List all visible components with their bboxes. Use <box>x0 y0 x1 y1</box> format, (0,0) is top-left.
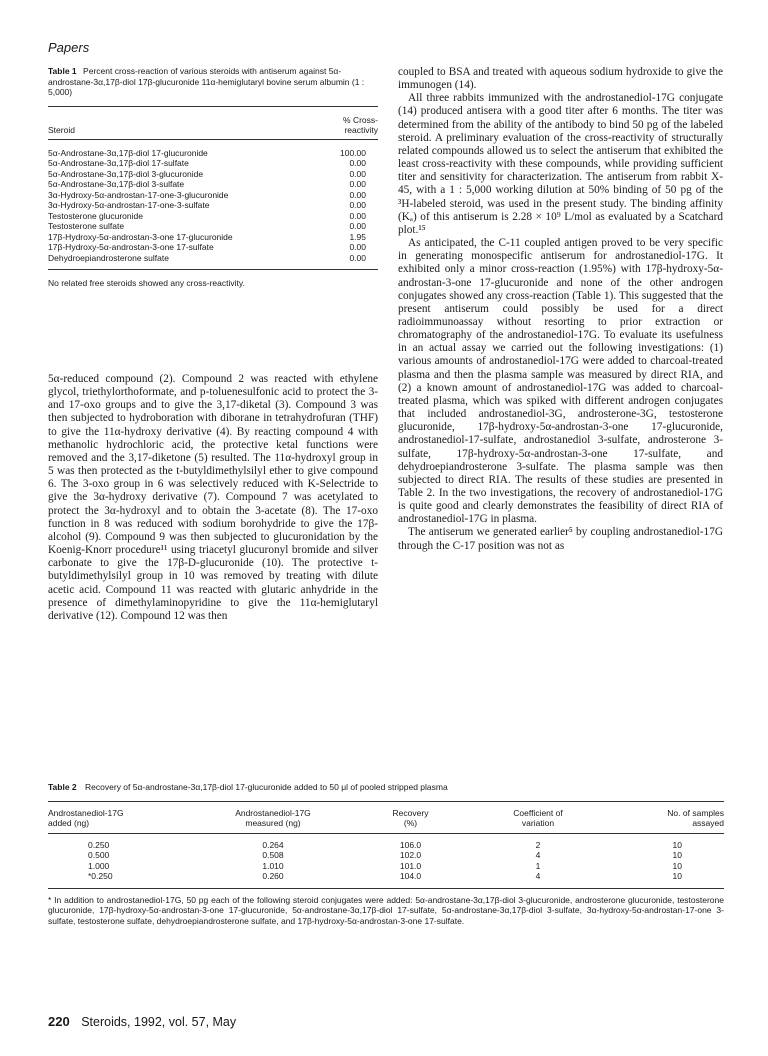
table-row <box>48 221 378 232</box>
cross-reactivity-value: 0.00 <box>349 242 366 252</box>
table-row <box>48 211 378 222</box>
table-row <box>48 190 378 201</box>
table-cell: 2 <box>535 839 541 850</box>
cross-reactivity-value: 100.00 <box>340 147 366 158</box>
paragraph: The antiserum we generated earlier⁵ by coupling androstanediol-17G through the C-17 position was not as <box>398 526 723 552</box>
table-1-body <box>48 140 378 271</box>
table-cell: 1.010 <box>262 860 284 871</box>
table-cell: 1 <box>535 860 541 871</box>
paragraph: coupled to BSA and treated with aqueous sodium hydroxide to give the immunogen (14). <box>398 66 723 92</box>
page-footer <box>48 1014 236 1029</box>
table-cell: 10 <box>672 850 682 860</box>
table-1-col-reactivity-2: reactivity <box>344 125 378 135</box>
table-2-label: Table 2 <box>48 782 77 792</box>
table-2-header-cell: added (ng) <box>48 818 90 828</box>
table-cell: 102.0 <box>399 850 422 860</box>
table-cell: 4 <box>535 850 541 860</box>
table-cell: 106.0 <box>399 839 422 850</box>
table-row <box>48 179 378 190</box>
table-2-caption-text: Recovery of 5α-androstane-3α,17β-diol 17-glucuronide added to 50 μl of pooled stripped plasma <box>85 782 448 792</box>
steroid-name: Testosterone sulfate <box>48 221 125 231</box>
table-2-header-cell: Androstanediol-17G <box>235 807 311 818</box>
table-cell: 10 <box>672 871 682 881</box>
table-1-caption-text: Percent cross-reaction of various steroids with antiserum against 5α-androstane-3α,17β-diol 17β-glucuronide 11α-hemiglutaryl bovine serum albumin (1 : 5,000) <box>48 66 365 97</box>
cross-reactivity-value: 0.00 <box>349 189 366 200</box>
table-cell: *0.250 <box>88 871 113 881</box>
steroid-name: 5α-Androstane-3α,17β-diol 3-sulfate <box>48 179 185 189</box>
journal-citation: Steroids, 1992, vol. 57, May <box>81 1015 237 1029</box>
right-column-text <box>398 66 723 553</box>
page-number: 220 <box>48 1014 70 1029</box>
table-1 <box>48 66 378 289</box>
steroid-name: 5α-Androstane-3α,17β-diol 3-glucuronide <box>48 168 204 179</box>
table-1-col-steroid: Steroid <box>48 125 75 135</box>
table-2-header-cell: measured (ng) <box>245 818 301 828</box>
cross-reactivity-value: 0.00 <box>349 168 366 179</box>
cross-reactivity-value: 0.00 <box>349 210 366 221</box>
section-label: Papers <box>48 40 90 55</box>
cross-reactivity-value: 0.00 <box>349 200 366 210</box>
paragraph: As anticipated, the C-11 coupled antigen proved to be very specific in generating monospecific antiserum for androstanediol-17G. It exhibited only a minor cross-reaction (1.95%) with 17β-hydroxy-5α-androstan-3-one 17-glucuronide and none of the other androgen conjugates showed any cross-reaction (Table 1). This suggested that the present antiserum could possibly be used for a direct radioimmunoassay without resorting to prior extraction or chromatography of the androstanediol-17G. To evaluate its usefulness in an actual assay we carried out the following investigations: (1) various amounts of androstanediol-17G were added to charcoal-treated plasma and then the plasma sample was measured by direct RIA, and (2) a known amount of androstanediol-17G was added to charcoal-treated plasma, which was spiked with different androgen conjugates that included androstanediol-3G, androsterone-3G, testosterone glucuronide, 17β-hydroxy-5α-androstan-3-one 17-glucuronide, androstanediol-17-sulfate, androstanediol 3-sulfate, androsterone 3-sulfate, 17β-hydroxy-5α-androstan-3-one 17-sulfate, and dehydroepiandrosterone 3-sulfate. The plasma sample was then subjected to direct RIA. The results of these studies are presented in Table 2. In the two investigations, the recovery of androstanediol-17G is quite good and clearly demonstrates the feasibility of direct RIA of androstanediol-17G in plasma. <box>398 237 723 526</box>
table-2-header-cell: Androstanediol-17G <box>48 807 124 818</box>
paragraph: 5α-reduced compound (2). Compound 2 was reacted with ethylene glycol, triethylorthoformate, and p-toluenesulfonic acid to protect the 3- and 17-oxo groups and to give the 3,17-diketal (3). Compound 3 was then subjected to hydroboration with diborane in tetrahydrofuran (THF) to give the 11α-hydroxy derivative (4). By reacting compound 4 with methanolic hydrochloric acid, the protective ketal functions were removed and the 3,17-diketone (5) resulted. The 11α-hydroxyl group in 5 was then protected as the t-butyldimethylsilyl ether to give compound 6. The 3-oxo group in 6 was selectively reduced with K-Selectride to give the 3α-hydroxy derivative (7). Compound 7 was acetylated to protect the 3α-hydroxyl and to obtain the 3-acetate (8). The 17-oxo function in 8 was reduced with sodium borohydride to give the 17β-alcohol (9). Compound 9 was then subjected to glucuronidation by the Koenig-Knorr procedure¹¹ using triacetyl glucuronyl bromide and silver carbonate to give the 17β-D-glucuronide (10). The protective t-butyldimethylsilyl group in 10 was removed by treating with dilute acetic acid. Compound 11 was reacted with glutaric anhydride in the presence of dimethylaminopyridine to give the 11α-hemiglutaryl derivative (12). Compound 12 was then <box>48 373 378 622</box>
paragraph: All three rabbits immunized with the androstanediol-17G conjugate (14) produced antisera with a good titer after 6 months. The titer was determined from the ability of the antibody to bind 50 pg of the labeled steroid. A preliminary evaluation of the cross-reactivity of structurally related compounds allowed us to select the antiserum that exhibited the least cross-reactivity with these compounds, while providing sufficient titer and sensitivity for characterization. The antiserum from rabbit X-45, with a 1 : 5,000 working dilution at 50% binding of 50 pg of the ³H-labeled steroid, was used in the present study. The binding affinity (Kₐ) of this antiserum is 2.28 × 10⁹ L/mol as evaluated by a Scatchard plot.¹⁵ <box>398 92 723 236</box>
table-2-header <box>48 802 724 834</box>
cross-reactivity-value: 0.00 <box>349 158 366 168</box>
table-1-note: No related free steroids showed any cross-reactivity. <box>48 278 245 288</box>
table-row <box>48 871 724 882</box>
steroid-name: 5α-Androstane-3α,17β-diol 17-sulfate <box>48 158 189 168</box>
table-1-label: Table 1 <box>48 66 77 76</box>
steroid-name: 3α-Hydroxy-5α-androstan-17-one-3-sulfate <box>48 200 210 210</box>
table-cell: 0.260 <box>262 871 284 881</box>
table-cell: 10 <box>672 860 682 871</box>
table-2-caption <box>48 782 724 793</box>
cross-reactivity-value: 0.00 <box>349 179 366 189</box>
table-cell: 10 <box>672 839 682 850</box>
table-cell: 0.500 <box>88 850 110 860</box>
steroid-name: 17β-Hydroxy-5α-androstan-3-one 17-sulfate <box>48 242 214 252</box>
steroid-name: Testosterone glucuronide <box>48 210 143 221</box>
table-row <box>48 200 378 211</box>
table-row <box>48 158 378 169</box>
cross-reactivity-value: 1.95 <box>349 231 366 242</box>
table-2-footnote: * In addition to androstanediol-17G, 50 pg each of the following steroid conjugates were added: 5α-androstane-3α,17β-diol 3-glucuronide, androsterone glucuronide, testosterone glucuronide, 17β-hydroxy-5α-androstan-3-one 17-glucuronide, 5α-androstane-3α,17β-diol 17-sulfate, 5α-androstane-3α,17β-diol 3-sulfate, 3α-hydroxy-5α-androstan-17-one 3-sulfate, testosterone sulfate, dehydroepiandrosterone sulfate, and 17β-hydroxy-5α-androstan-3-one 17-sulfate. <box>48 894 724 926</box>
table-2-header-cell: (%) <box>403 818 418 828</box>
table-row <box>48 148 378 159</box>
table-2-header-cell: variation <box>521 818 555 828</box>
table-cell: 1.000 <box>88 860 110 871</box>
table-row <box>48 840 724 851</box>
table-1-header <box>48 107 378 140</box>
table-cell: 0.264 <box>262 839 284 850</box>
table-row <box>48 169 378 180</box>
table-2-body <box>48 834 724 889</box>
cross-reactivity-value: 0.00 <box>349 221 366 231</box>
table-cell: 104.0 <box>399 871 422 881</box>
table-row <box>48 232 378 243</box>
table-2-header-cell: No. of samples <box>667 807 724 818</box>
steroid-name: 17β-Hydroxy-5α-androstan-3-one 17-glucuronide <box>48 231 233 242</box>
cross-reactivity-value: 0.00 <box>349 252 366 263</box>
table-cell: 0.508 <box>262 850 284 860</box>
table-row <box>48 242 378 253</box>
table-cell: 4 <box>535 871 541 881</box>
table-2-header-cell: assayed <box>692 818 724 828</box>
table-row <box>48 861 724 872</box>
steroid-name: 5α-Androstane-3α,17β-diol 17-glucuronide <box>48 147 208 158</box>
table-row <box>48 850 724 861</box>
table-2-header-cell: Coefficient of <box>513 807 563 818</box>
steroid-name: Dehydroepiandrosterone sulfate <box>48 252 169 263</box>
table-row <box>48 253 378 264</box>
steroid-name: 3α-Hydroxy-5α-androstan-17-one-3-glucuronide <box>48 189 229 200</box>
table-cell: 0.250 <box>88 839 110 850</box>
table-cell: 101.0 <box>399 860 422 871</box>
left-column-text <box>48 373 378 623</box>
table-2-header-cell: Recovery <box>392 807 429 818</box>
table-1-col-reactivity-1: % Cross- <box>343 114 378 125</box>
table-1-caption <box>48 66 378 98</box>
table-2 <box>48 782 724 926</box>
